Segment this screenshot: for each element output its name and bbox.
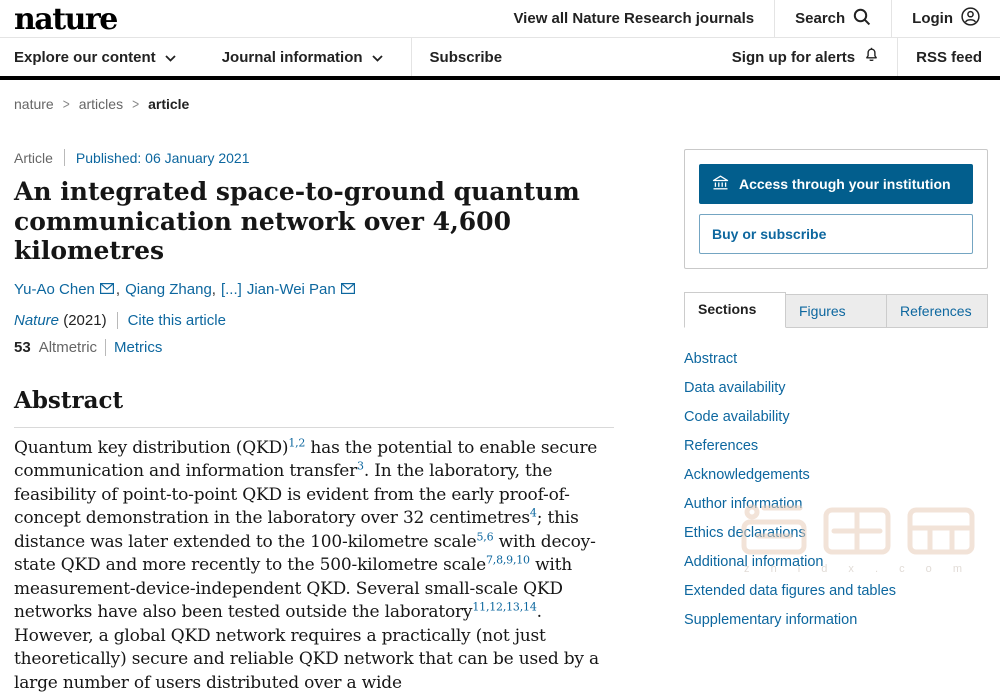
email-icon[interactable]: [100, 281, 114, 298]
search-label: Search: [795, 10, 845, 27]
section-link[interactable]: Supplementary information: [684, 606, 988, 634]
journal-information-label: Journal information: [222, 49, 363, 66]
tab-references[interactable]: References: [887, 294, 988, 328]
divider: [14, 427, 614, 428]
top-header: [0, 0, 1000, 38]
sign-up-alerts-label: Sign up for alerts: [732, 49, 855, 66]
breadcrumb-separator: >: [63, 96, 70, 113]
access-options-card: [684, 149, 988, 269]
reference-link[interactable]: 11,12,13,14: [472, 600, 536, 613]
section-link[interactable]: Code availability: [684, 403, 988, 431]
article-main: [14, 149, 614, 695]
journal-link[interactable]: Nature: [14, 312, 59, 329]
author-separator: ,: [116, 281, 120, 298]
divider: [64, 149, 65, 166]
explore-content-menu[interactable]: [0, 38, 194, 76]
section-link[interactable]: Data availability: [684, 374, 988, 402]
divider: [117, 312, 118, 329]
breadcrumb-article-current: article: [148, 96, 189, 112]
login-label: Login: [912, 10, 953, 27]
reference-link[interactable]: 5,6: [476, 530, 493, 543]
sign-up-alerts-link[interactable]: [714, 38, 897, 76]
published-date-link[interactable]: Published: 06 January 2021: [76, 150, 250, 166]
chevron-down-icon: [165, 49, 176, 66]
explore-content-label: Explore our content: [14, 49, 156, 66]
bell-icon: [864, 47, 879, 67]
altmetric-label: Altmetric: [39, 339, 97, 356]
header-actions: [493, 0, 1000, 37]
abstract-heading: Abstract: [14, 387, 614, 414]
metrics-link[interactable]: Metrics: [114, 339, 162, 356]
citation-year: (2021): [63, 312, 106, 329]
article-title: An integrated space-to-ground quantum communication network over 4,600 kilometres: [14, 177, 614, 266]
section-link[interactable]: Author information: [684, 490, 988, 518]
view-all-journals-label: View all Nature Research journals: [513, 10, 754, 27]
section-link[interactable]: References: [684, 432, 988, 460]
sidebar-tabs: [684, 292, 988, 328]
access-institution-label: Access through your institution: [739, 176, 951, 192]
author-link[interactable]: Jian-Wei Pan: [247, 281, 336, 298]
author-list: [14, 281, 614, 298]
reference-link[interactable]: 7,8,9,10: [486, 553, 530, 566]
buy-or-subscribe-label: Buy or subscribe: [712, 226, 826, 242]
section-link[interactable]: Acknowledgements: [684, 461, 988, 489]
tab-figures[interactable]: Figures: [786, 294, 887, 328]
journal-information-menu[interactable]: [204, 38, 401, 76]
breadcrumb-articles[interactable]: articles: [79, 96, 123, 112]
tab-sections[interactable]: Sections: [684, 292, 786, 328]
journal-nav-right: [714, 38, 1000, 76]
cite-this-article-link[interactable]: Cite this article: [128, 312, 226, 329]
metrics-row: [14, 339, 614, 356]
altmetric-count: 53: [14, 339, 31, 356]
author-separator: ,: [212, 281, 216, 298]
subscribe-label: Subscribe: [430, 49, 503, 66]
section-link[interactable]: Extended data figures and tables: [684, 577, 988, 605]
author-link[interactable]: Yu-Ao Chen: [14, 281, 95, 298]
breadcrumb-separator: >: [132, 96, 139, 113]
bank-icon: [712, 175, 729, 194]
article-type-label: Article: [14, 150, 53, 166]
journal-nav-left: [0, 38, 520, 76]
login-icon: [961, 7, 980, 30]
article-meta-row: [14, 149, 614, 166]
section-link[interactable]: Ethics declarations: [684, 519, 988, 547]
email-icon[interactable]: [341, 281, 355, 298]
divider: [105, 339, 106, 356]
citation-row: [14, 312, 614, 329]
reference-link[interactable]: 4: [530, 506, 537, 519]
breadcrumb: [14, 96, 1000, 112]
section-link[interactable]: Additional information: [684, 548, 988, 576]
access-institution-button[interactable]: [699, 164, 973, 204]
watermark-url: z h i d x . c o m: [725, 563, 990, 575]
chevron-down-icon: [372, 49, 383, 66]
article-sidebar: [684, 149, 988, 695]
abstract-text: Quantum key distribution (QKD)$^{1,2}$ has the potential to enable secure communication and information transfer$^3$. In the laboratory, the feasibility of point-to-point QKD is evident from the early proof-of-concept demonstration in the laboratory over 32 centimetres$^4$; this distance was later extended to the 100-kilometre scale$^{5,6}$ with decoy-state QKD and more recently to the 500-kilometre scale$^{7,8,9,10}$ with measurement-device-independent QKD. Several small-scale QKD networks have also been tested outside the laboratory$^{11,12,13,14}$. However, a global QKD network requires a practically (not just theoretically) secure and reliable QKD network that can be used by a large number of users distributed over a wide: [14, 437, 614, 695]
section-link[interactable]: Abstract: [684, 345, 988, 373]
breadcrumb-nature[interactable]: nature: [14, 96, 54, 112]
search-button[interactable]: [775, 0, 891, 37]
reference-link[interactable]: 3: [357, 459, 364, 472]
rss-feed-link[interactable]: [898, 38, 1000, 76]
search-icon: [853, 8, 871, 30]
author-link[interactable]: Qiang Zhang: [125, 281, 212, 298]
rss-feed-label: RSS feed: [916, 49, 982, 66]
view-all-journals-link[interactable]: [493, 0, 774, 37]
login-button[interactable]: [892, 0, 1000, 37]
section-links: [684, 345, 988, 635]
journal-nav: [0, 38, 1000, 80]
reference-link[interactable]: 1,2: [288, 436, 305, 449]
buy-or-subscribe-button[interactable]: [699, 214, 973, 254]
subscribe-link[interactable]: [412, 38, 521, 76]
nature-logo[interactable]: nature: [14, 1, 117, 37]
expand-authors-link[interactable]: [...]: [221, 281, 242, 298]
